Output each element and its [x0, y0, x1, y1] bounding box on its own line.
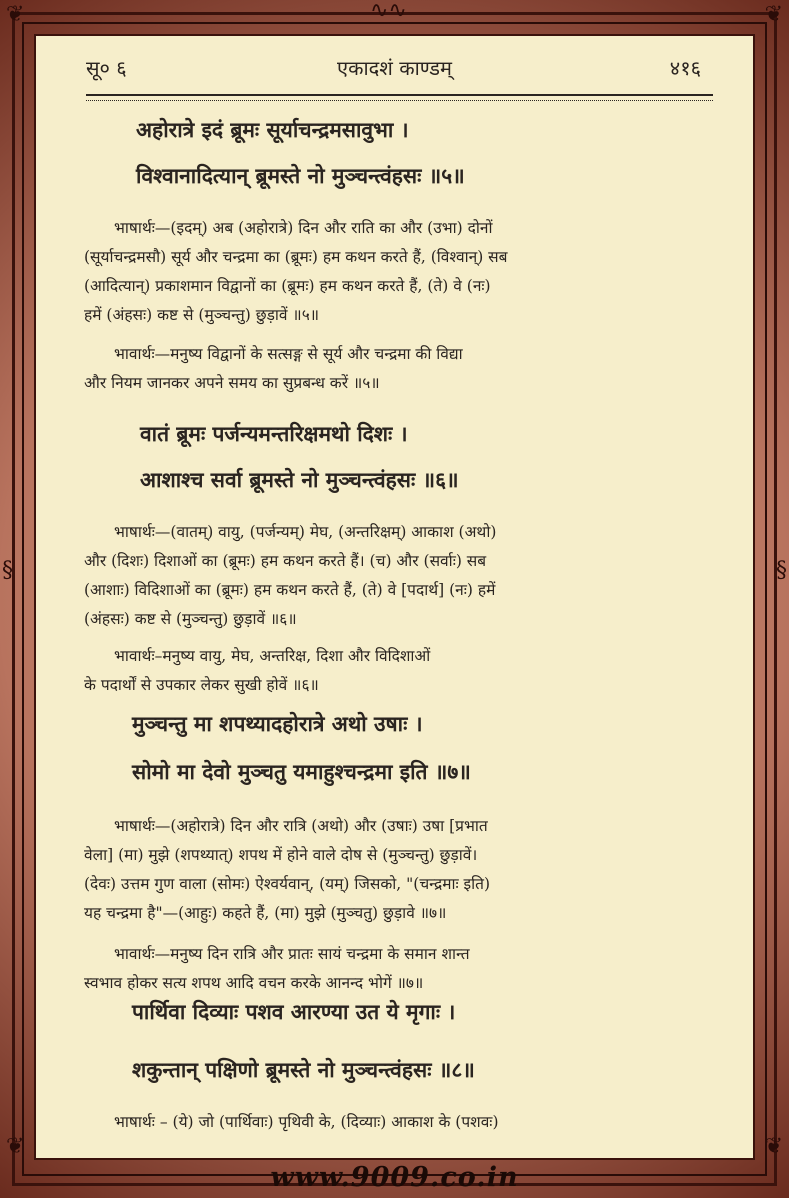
verse-line: सोमो मा देवो मुञ्चतु यमाहुश्चन्द्रमा इति ॥७॥: [132, 759, 471, 784]
text-line: के पदार्थों से उपकार लेकर सुखी होवें ॥६॥: [84, 676, 319, 694]
corner-ornament-icon: ❦: [764, 2, 783, 27]
text-line: (आशाः) विदिशाओं का (ब्रूमः) हम कथन करते हैं, (ते) वे [पदार्थ] (नः) हमें: [84, 581, 496, 599]
page-number: ४१६: [669, 56, 701, 80]
text-line: और (दिशः) दिशाओं का (ब्रूमः) हम कथन करते हैं। (च) और (सर्वाः) सब: [84, 552, 487, 570]
header-divider: [86, 94, 713, 101]
text-line: भावार्थः—मनुष्य विद्वानों के सत्सङ्ग से सूर्य और चन्द्रमा की विद्या: [114, 345, 463, 363]
text-line: भाषार्थः—(वातम्) वायु, (पर्जन्यम्) मेघ, (अन्तरिक्षम्) आकाश (अथो): [114, 523, 497, 541]
verse-line: अहोरात्रे इदं ब्रूमः सूर्याचन्द्रमसावुभा ।: [136, 117, 409, 142]
translation-paragraph: [84, 812, 714, 928]
text-line: (सूर्याचन्द्रमसौ) सूर्य और चन्द्रमा का (ब्रूमः) हम कथन करते हैं, (विश्वान्) सब: [84, 248, 508, 266]
meaning-paragraph: [84, 340, 714, 398]
site-watermark: www.9009.co.in: [270, 1162, 519, 1193]
verse-line: पार्थिवा दिव्याः पशव आरण्या उत ये मृगाः ।: [132, 999, 456, 1024]
verse-line: वातं ब्रूमः पर्जन्यमन्तरिक्षमथो दिशः ।: [140, 421, 408, 446]
corner-ornament-icon: ❦: [764, 1134, 783, 1159]
top-scroll-ornament-icon: ∿∿: [370, 0, 407, 23]
book-page: [34, 34, 755, 1160]
text-line: और नियम जानकर अपने समय का सुप्रबन्ध करें ॥५॥: [84, 374, 380, 392]
translation-paragraph: [84, 214, 714, 330]
text-line: (देवः) उत्तम गुण वाला (सोमः) ऐश्वर्यवान्, (यम्) जिसको, "(चन्द्रमाः इति): [84, 875, 491, 893]
side-scroll-ornament-icon: §: [2, 558, 13, 583]
verse-line: आशाश्च सर्वा ब्रूमस्ते नो मुञ्चन्त्वंहसः ॥६॥: [140, 467, 459, 492]
text-line: वेला] (मा) मुझे (शपथ्यात्) शपथ में होने वाले दोष से (मुञ्चन्तु) छुड़ावें।: [84, 846, 478, 864]
verse-line: मुञ्चन्तु मा शपथ्यादहोरात्रे अथो उषाः ।: [132, 711, 423, 736]
text-line: (अंहसः) कष्ट से (मुञ्चन्तु) छुड़ावें ॥६॥: [84, 610, 297, 628]
corner-ornament-icon: ❦: [6, 1134, 25, 1159]
text-line: (आदित्यान्) प्रकाशमान विद्वानों का (ब्रूमः) हम कथन करते हैं, (ते) वे (नः): [84, 277, 491, 295]
text-line: भाषार्थः—(इदम्) अब (अहोरात्रे) दिन और राति का और (उभा) दोनों: [114, 219, 493, 237]
meaning-paragraph: [84, 642, 714, 700]
text-line: भाषार्थः – (ये) जो (पार्थिवाः) पृथिवी के, (दिव्याः) आकाश के (पशवः): [114, 1113, 499, 1131]
sukta-number: सू० ६: [86, 56, 127, 80]
translation-paragraph: [84, 518, 714, 634]
verse-line: विश्वानादित्यान् ब्रूमस्ते नो मुञ्चन्त्वंहसः ॥५॥: [136, 163, 465, 188]
text-line: भावार्थः–मनुष्य वायु, मेघ, अन्तरिक्ष, दिशा और विदिशाओं: [114, 647, 431, 665]
text-line: यह चन्द्रमा है"—(आहुः) कहते हैं, (मा) मुझे (मुञ्चतु) छुड़ावे ॥७॥: [84, 904, 447, 922]
text-line: हमें (अंहसः) कष्ट से (मुञ्चन्तु) छुड़ावें ॥५॥: [84, 306, 320, 324]
corner-ornament-icon: ❦: [6, 2, 25, 27]
page-header: [36, 54, 753, 84]
meaning-paragraph: [84, 940, 714, 998]
translation-paragraph: [84, 1108, 714, 1137]
side-scroll-ornament-icon: §: [776, 558, 787, 583]
text-line: भाषार्थः—(अहोरात्रे) दिन और रात्रि (अथो) और (उषाः) उषा [प्रभात: [114, 817, 488, 835]
text-line: भावार्थः—मनुष्य दिन रात्रि और प्रातः सायं चन्द्रमा के समान शान्त: [114, 945, 470, 963]
verse-line: शकुन्तान् पक्षिणो ब्रूमस्ते नो मुञ्चन्त्वंहसः ॥८॥: [132, 1057, 475, 1082]
text-line: स्वभाव होकर सत्य शपथ आदि वचन करके आनन्द भोगें ॥७॥: [84, 974, 424, 992]
kanda-title: एकादशं काण्डम्: [337, 56, 452, 80]
